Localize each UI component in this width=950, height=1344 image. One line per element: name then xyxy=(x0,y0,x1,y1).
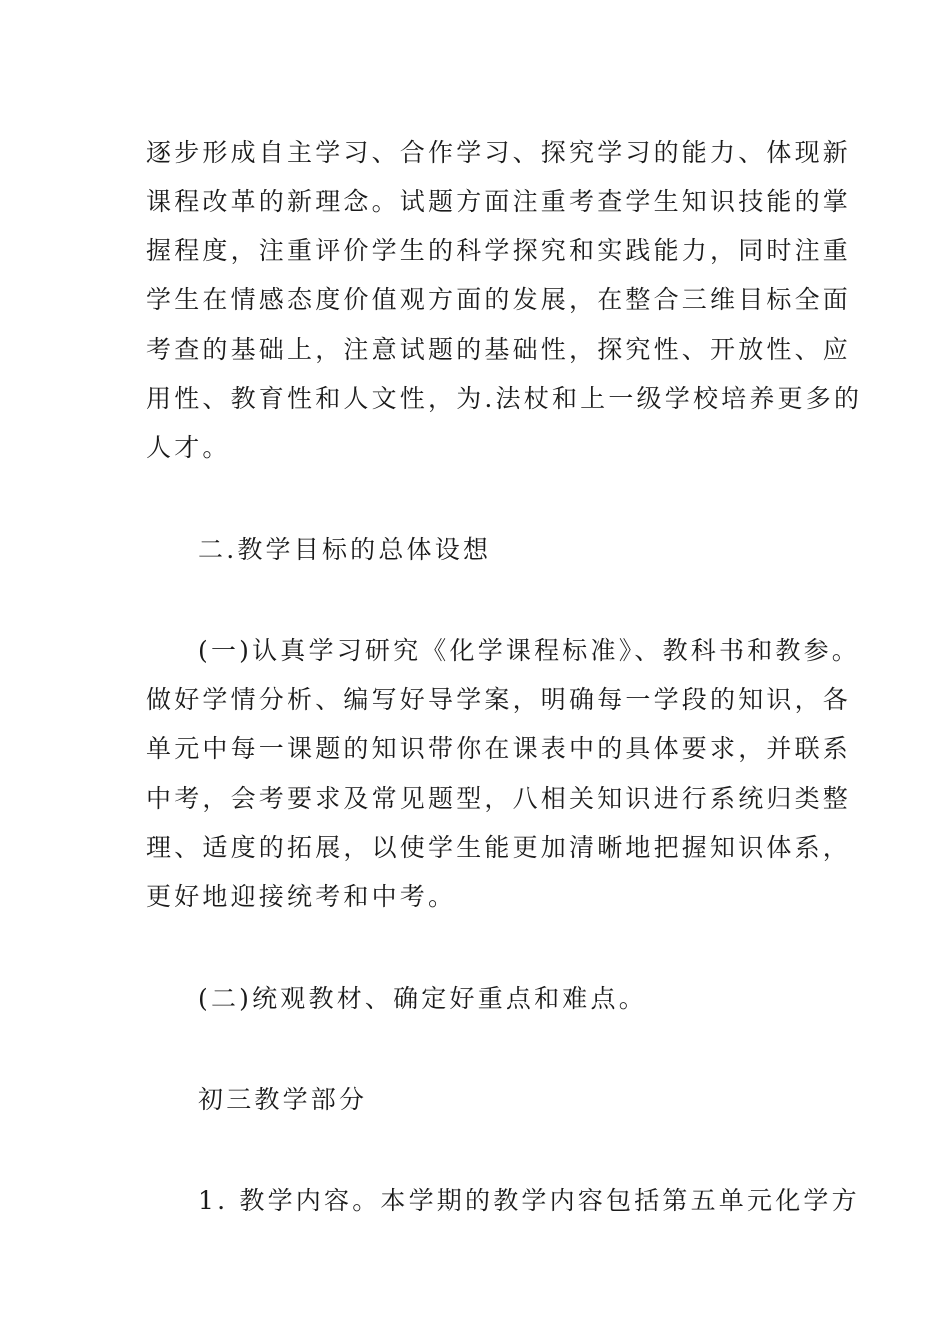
text-line: 做好学情分析、编写好导学案，明确每一学段的知识，各 xyxy=(146,685,852,714)
text-line: 学生在情感态度价值观方面的发展，在整合三维目标全面 xyxy=(146,285,852,314)
text-line: 人才。 xyxy=(146,433,231,462)
text-line: 课程改革的新理念。试题方面注重考查学生知识技能的掌 xyxy=(146,187,852,216)
text-line: (一)认真学习研究《化学课程标准》、教科书和教参。 xyxy=(198,636,861,665)
text-line: 中考，会考要求及常见题型，八相关知识进行系统归类整 xyxy=(146,784,852,813)
list-item: 1. 教学内容。本学期的教学内容包括第五单元化学方 xyxy=(198,1186,860,1215)
text-line: 单元中每一课题的知识带你在课表中的具体要求，并联系 xyxy=(146,734,852,763)
section-heading: 二.教学目标的总体设想 xyxy=(198,535,492,564)
text-line: 考查的基础上，注意试题的基础性，探究性、开放性、应 xyxy=(146,335,852,364)
section-title: 初三教学部分 xyxy=(198,1085,368,1114)
text-line: 握程度，注重评价学生的科学探究和实践能力，同时注重 xyxy=(146,236,852,265)
text-line: 更好地迎接统考和中考。 xyxy=(146,882,457,911)
text-line: 逐步形成自主学习、合作学习、探究学习的能力、体现新 xyxy=(146,138,852,167)
text-line: 用性、教育性和人文性，为.法杖和上一级学校培养更多的 xyxy=(146,384,863,413)
text-line: 理、适度的拓展，以使学生能更加清晰地把握知识体系， xyxy=(146,833,852,862)
paragraph-focus: (二)统观教材、确定好重点和难点。 xyxy=(198,984,647,1013)
